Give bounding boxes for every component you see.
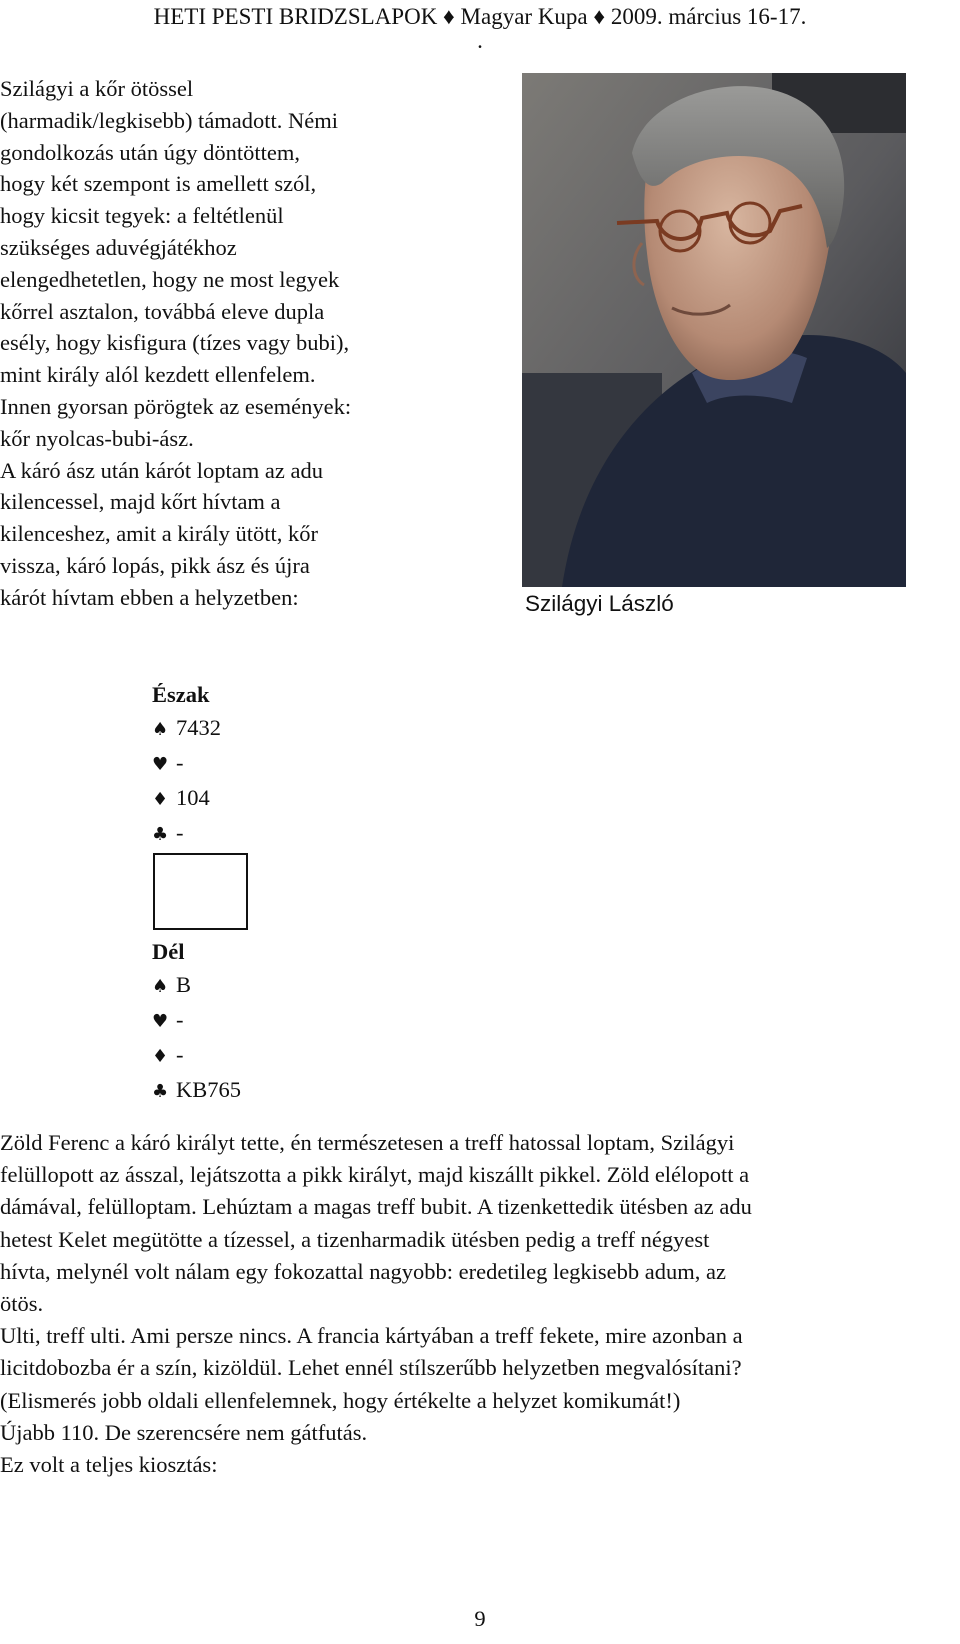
- body-paragraph: [0, 1127, 958, 1481]
- club-icon: ♣: [152, 824, 169, 845]
- north-diamonds: 104: [176, 785, 210, 810]
- north-hand: [152, 678, 221, 851]
- north-spades-row: [152, 711, 221, 746]
- north-hand-title: Észak: [152, 682, 210, 707]
- intro-line: kilencessel, majd kőrt hívtam a: [0, 489, 281, 515]
- intro-line: kilenceshez, amit a király ütött, kőr: [0, 521, 319, 547]
- south-hearts-row: [152, 1003, 241, 1038]
- intro-line: elengedhetetlen, hogy ne most legyek: [0, 266, 340, 292]
- page-header: HETI PESTI BRIDZSLAPOK ♦ Magyar Kupa ♦ 2009. március 16-17.: [153, 4, 807, 29]
- heart-icon: ♥: [152, 754, 169, 775]
- south-hand-title: Dél: [152, 939, 185, 964]
- south-spades-row: [152, 968, 241, 1003]
- north-spades: 7432: [176, 715, 221, 740]
- intro-line: Szilágyi a kőr ötössel: [0, 76, 194, 101]
- intro-line: kőr nyolcas-bubi-ász.: [0, 425, 194, 451]
- spade-icon: ♠: [152, 976, 169, 997]
- spade-icon: ♠: [152, 719, 169, 740]
- north-diamonds-row: [152, 781, 221, 816]
- portrait-photo: [522, 73, 906, 587]
- intro-line: gondolkozás után úgy döntöttem,: [0, 139, 300, 165]
- heart-icon: ♥: [152, 1011, 169, 1032]
- intro-line: szükséges aduvégjátékhoz: [0, 234, 237, 260]
- south-hearts: -: [176, 1007, 184, 1032]
- body-line: Ez volt a teljes kiosztás:: [0, 1452, 218, 1478]
- portrait-illustration: [522, 73, 906, 587]
- south-diamonds-row: [152, 1038, 241, 1073]
- body-line: (Elismerés jobb oldali ellenfelemnek, hogy értékelte a helyzet komikumát!): [0, 1387, 681, 1413]
- south-hand: [152, 935, 241, 1108]
- intro-line: A káró ász után kárót loptam az adu: [0, 457, 324, 483]
- diamond-icon: ♦: [152, 1046, 169, 1067]
- south-diamonds: -: [176, 1042, 184, 1067]
- south-clubs: KB765: [176, 1077, 242, 1102]
- intro-line: esély, hogy kisfigura (tízes vagy bubi),: [0, 330, 350, 356]
- page-number: 9: [474, 1606, 486, 1631]
- body-line: Ulti, treff ulti. Ami persze nincs. A francia kártyában a treff fekete, mire azonban a: [0, 1323, 743, 1349]
- body-line: felüllopott az ásszal, lejátszotta a pikk királyt, majd kiszállt pikkel. Zöld elélopott a: [0, 1162, 750, 1188]
- intro-line: vissza, káró lopás, pikk ász és újra: [0, 552, 310, 578]
- body-line: dámával, felülloptam. Lehúztam a magas treff bubit. A tizenkettedik ütésben az adu: [0, 1194, 752, 1220]
- body-line: ötös.: [0, 1291, 44, 1317]
- body-line: hetest Kelet megütötte a tízessel, a tizenharmadik ütésben pedig a treff négyest: [0, 1226, 710, 1252]
- diamond-icon: ♦: [152, 789, 169, 810]
- club-icon: ♣: [152, 1081, 169, 1102]
- intro-line: (harmadik/legkisebb) támadott. Némi: [0, 107, 339, 133]
- intro-line: kőrrel asztalon, továbbá eleve dupla: [0, 298, 325, 324]
- intro-paragraph: [0, 73, 510, 614]
- north-clubs-row: [152, 816, 221, 851]
- north-hearts-row: [152, 746, 221, 781]
- header-dot: .: [477, 28, 483, 53]
- body-line: Újabb 110. De szerencsére nem gátfutás.: [0, 1419, 368, 1445]
- south-spades: B: [176, 972, 192, 997]
- intro-line: hogy két szempont is amellett szól,: [0, 171, 317, 197]
- south-clubs-row: [152, 1073, 241, 1108]
- intro-line: mint király alól kezdett ellenfelem.: [0, 362, 316, 388]
- bridge-table-box: [153, 853, 248, 930]
- intro-line: kárót hívtam ebben a helyzetben:: [0, 584, 299, 610]
- intro-line: Innen gyorsan pörögtek az események:: [0, 393, 352, 419]
- body-line: Zöld Ferenc a káró királyt tette, én természetesen a treff hatossal loptam, Szilágyi: [0, 1130, 735, 1155]
- north-hearts: -: [176, 750, 184, 775]
- body-line: hívta, melynél volt nálam egy fokozattal nagyobb: eredetileg legkisebb adum, az: [0, 1258, 727, 1284]
- body-line: licitdobozba ér a szín, kizöldül. Lehet ennél stílszerűbb helyzetben megvalósítani?: [0, 1355, 742, 1381]
- north-clubs: -: [176, 820, 184, 845]
- intro-line: hogy kicsit tegyek: a feltétlenül: [0, 203, 284, 229]
- photo-caption: Szilágyi László: [525, 591, 674, 616]
